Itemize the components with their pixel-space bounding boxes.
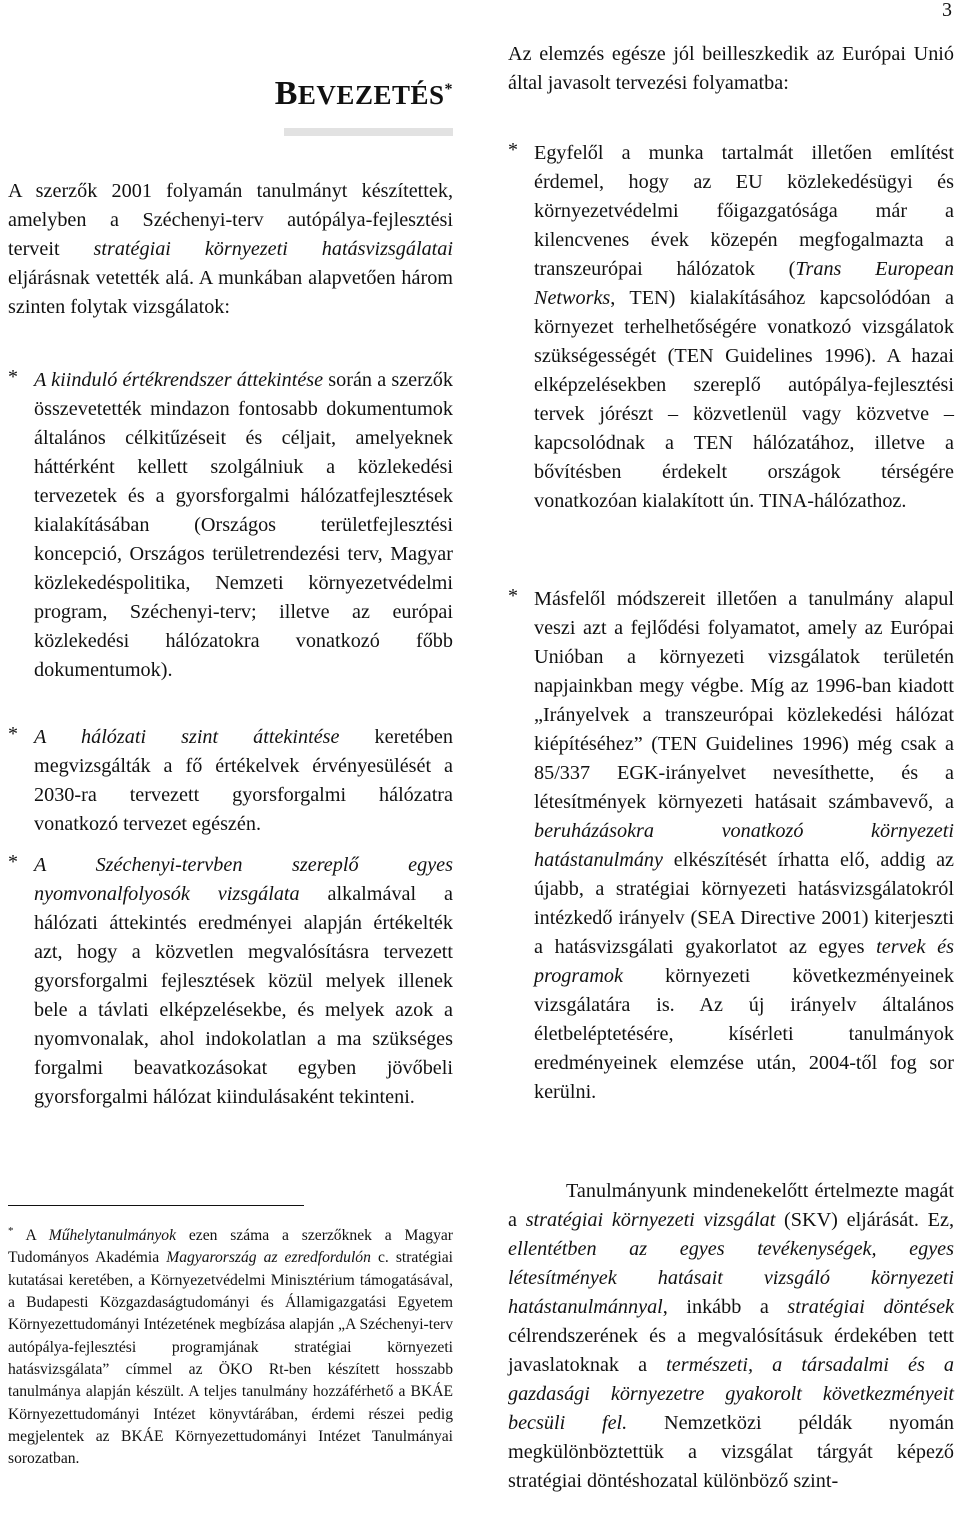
page-title: BEVEZETÉS* [274, 75, 453, 112]
list-item: * A hálózati szint áttekintése keretében megvizsgálták a fő értékelvek érvényesülését a 2030-ra tervezett gyorsforgalmi hálózatra vonatkozó tervezet egészén. [8, 723, 453, 835]
list-item: * Egyfelől a munka tartalmát illetően említést érdemel, hogy az EU közlekedésügyi és környezetvédelmi főigazgatósága már a kilencvenes évek közepén megfogalmazta a transzeurópai hálózatok (Trans European Networks, TEN) kialakításához kapcsolódóan a környezet terhelhetőségére vonatkozó vizsgálatok szükségességét (TEN Guidelines 1996). A hazai elképzelésekben szereplő autópálya-fejlesztési tervek jórészt – közvetlenül vagy közvetve – kapcsolódnak a TEN hálózatához, illetve a bővítésben érdekelt országok térségére vonatkozóan kialakított ún. TINA-hálózathoz. [508, 139, 954, 512]
intro-paragraph: A szerzők 2001 folyamán tanulmányt készítettek, amelyben a Széchenyi-terv autópálya-fejlesztési terveit stratégiai környezeti hatásvizsgálatai eljárásnak vetették alá. A munkában alapvetően három szinten folytak vizsgálatok: [8, 180, 453, 318]
intro-paragraph: Az elemzés egésze jól beilleszkedik az Európai Unió által javasolt tervezési folyamatba: [508, 43, 954, 94]
list-item: * Másfelől módszereit illetően a tanulmány alapul veszi azt a fejlődési folyamatot, amely az Európai Unióban a környezeti vizsgálatok területén napjainkban megy végbe. Míg az 1996-ban kiadott „Irányelvek a transzeurópai közlekedési hálózat kiépítéséhez” (TEN Guidelines 1996) még csak a 85/337 EGK-irányelvet nevesíthette, és a létesítmények környezeti hatásait számbavevő, a beruházásokra vonatkozó környezeti hatástanulmány elkészítését írhatta elő, addig az újabb, a stratégiai környezeti hatásvizsgálatokról intézkedő irányelv (SEA Directive 2001) kiterjeszti a hatásvizsgálati gyakorlatot az egyes tervek és programok környezeti következményeinek vizsgálatára is. Az új irányelv általános életbeléptetésére, kísérleti tanulmányok eredményeinek elemzése után, 2004-től fog sor kerülni. [508, 585, 955, 1103]
title-rule [284, 128, 453, 136]
asterisk-bullet: * [508, 585, 518, 607]
page-number: 3 [942, 0, 952, 21]
asterisk-bullet: * [8, 851, 18, 873]
section-heading [274, 75, 453, 112]
list-item: * A kiinduló értékrendszer áttekintése során a szerzők összevetették mindazon fontosabb dokumentumok általános célkitűzéseit és céljait, amelyeknek háttérként kellett szolgálniuk a közlekedési tervezetek és a gyorsforgalmi hálózatfejlesztések kialakításában (Országos területfejlesztési koncepció, Országos területrendezési terv, Magyar közlekedéspolitika, Nemzeti környezetvédelmi program, Széchenyi-terv; illetve az európai közlekedési hálózatokra vonatkozó főbb dokumentumok). [8, 366, 453, 681]
body-paragraph: Tanulmányunk mindenekelőtt értelmezte magát a stratégiai környezeti vizsgálat (SKV) eljárását. Ez, ellentétben az egyes tevékenységek, egyes létesítmények hatásait vizsgáló környezeti hatástanulmánnyal, inkább a stratégiai döntések célrendszerének és a megvalósításuk érdekében tett javaslatoknak a természeti, a társadalmi és a gazdasági környezetre gyakorolt következményeit becsüli fel. Nemzetközi példák nyomán megkülönböztettük a vizsgálat tárgyát képező stratégiai döntéshozatal különböző szint- [508, 1180, 955, 1492]
footnote: * A Műhelytanulmányok ezen száma a szerzőknek a Magyar Tudományos Akadémia Magyarország az ezredfordulón c. stratégiai kutatásai keretében, a Környezetvédelmi Minisztérium támogatásával, a Budapesti Közgazdaságtudományi és Államigazgatási Egyetem Környezettudományi Intézetének megbízása alapján „A Széchenyi-terv autópálya-fejlesztési programjának stratégiai környezeti hatásvizsgálata” címmel az ÖKO Rt-ben készített hosszabb tanulmánya alapján készült. A teljes tanulmány hozzáférhető a BKÁE Környezettudományi Intézet könyvtárában, érdemi részei pedig megjelentek az BKÁE Környezettudományi Intézet Tanulmányai sorozatban. [8, 1225, 453, 1468]
asterisk-bullet: * [8, 723, 18, 745]
asterisk-bullet: * [508, 139, 518, 161]
asterisk-bullet: * [8, 366, 18, 388]
list-item: * A Széchenyi-tervben szereplő egyes nyomvonalfolyosók vizsgálata alkalmával a hálózati áttekintés eredményei alapján értékelték azt, hogy a közvetlen megvalósításra tervezett gyorsforgalmi fejlesztések közül melyek illenek bele a távlati elképzelésekbe, és melyek azok a nyomvonalak, ahol indokolatlan a ma szükséges forgalmi beavatkozásokat egyben jövőbeli gyorsforgalmi hálózat kiindulásaként tekinteni. [8, 851, 453, 1108]
footnote-divider [8, 1205, 304, 1206]
